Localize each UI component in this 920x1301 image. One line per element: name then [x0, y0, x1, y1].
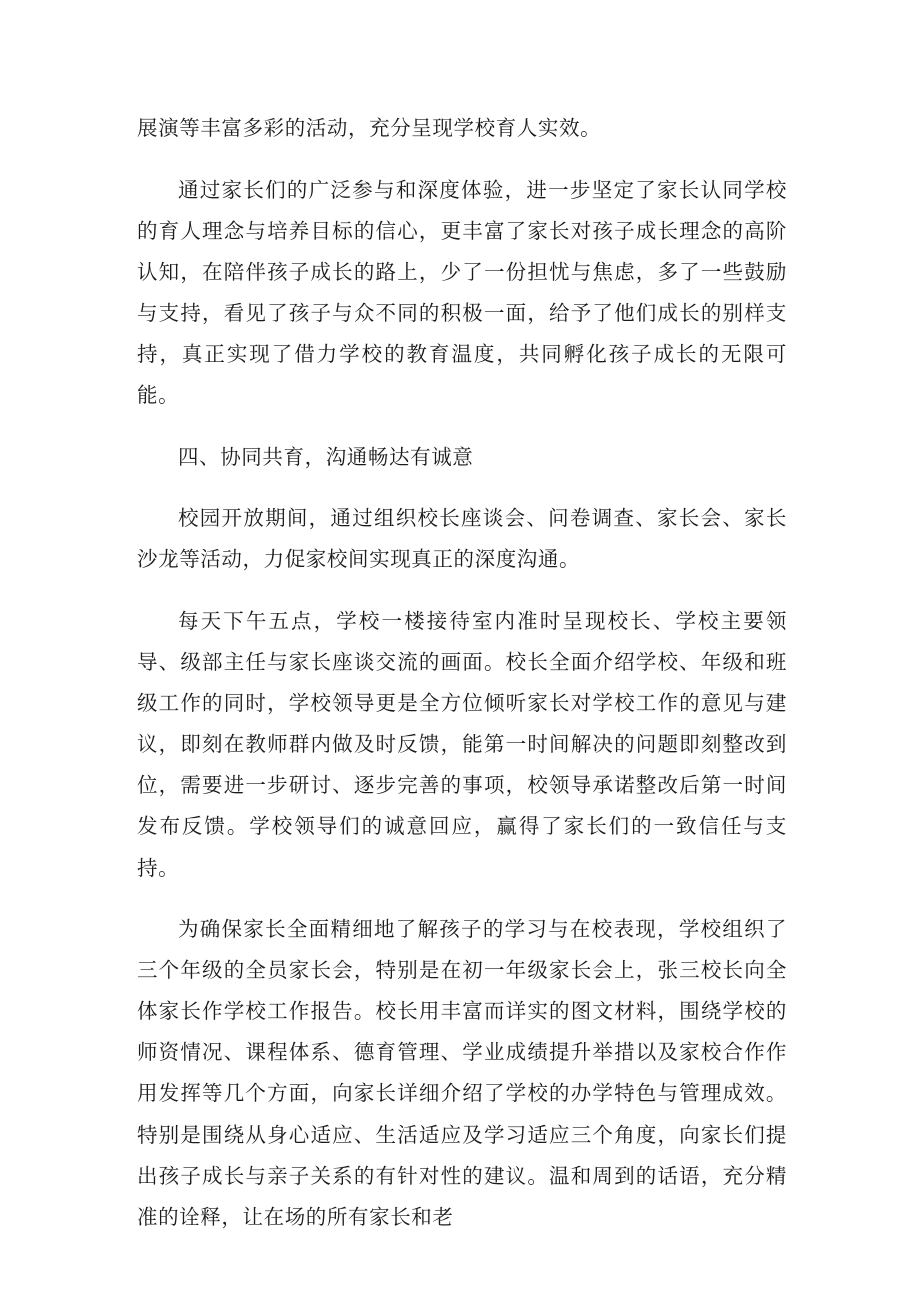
paragraph-daily-meeting: 每天下午五点，学校一楼接待室内准时呈现校长、学校主要领导、级部主任与家长座谈交流的画面。校长全面介绍学校、年级和班级工作的同时，学校领导更是全方位倾听家长对学校工作的意见与建议，即刻在教师群内做及时反馈，能第一时间解决的问题即刻整改到位，需要进一步研讨、逐步完善的事项，校领导承诺整改后第一时间发布反馈。学校领导们的诚意回应，赢得了家长们的一致信任与支持。 [137, 608, 787, 880]
paragraph-parent-meeting: 为确保家长全面精细地了解孩子的学习与在校表现，学校组织了三个年级的全员家长会，特别是在初一年级家长会上，张三校长向全体家长作学校工作报告。校长用丰富而详实的图文材料，围绕学校的师资情况、课程体系、德育管理、学业成绩提升举措以及家校合作作用发挥等几个方面，向家长详细介绍了学校的办学特色与管理成效。特别是围绕从身心适应、生活适应及学习适应三个角度，向家长们提出孩子成长与亲子关系的有针对性的建议。温和周到的话语，充分精准的诠释，让在场的所有家长和老 [137, 917, 787, 1229]
section-heading: 四、协同共育，沟通畅达有诚意 [178, 444, 474, 469]
paragraph-campus-open: 校园开放期间，通过组织校长座谈会、问卷调查、家长会、家长沙龙等活动，力促家校间实现真正的深度沟通。 [137, 506, 787, 572]
paragraph-parent-participation: 通过家长们的广泛参与和深度体验，进一步坚定了家长认同学校的育人理念与培养目标的信心，更丰富了家长对孩子成长理念的高阶认知，在陪伴孩子成长的路上，少了一份担忧与焦虑，多了一些鼓励与支持，看见了孩子与众不同的积极一面，给予了他们成长的别样支持，真正实现了借力学校的教育温度，共同孵化孩子成长的无限可能。 [137, 177, 787, 408]
paragraph-continuation: 展演等丰富多彩的活动，充分呈现学校育人实效。 [137, 116, 602, 140]
document-body [137, 108, 787, 1258]
